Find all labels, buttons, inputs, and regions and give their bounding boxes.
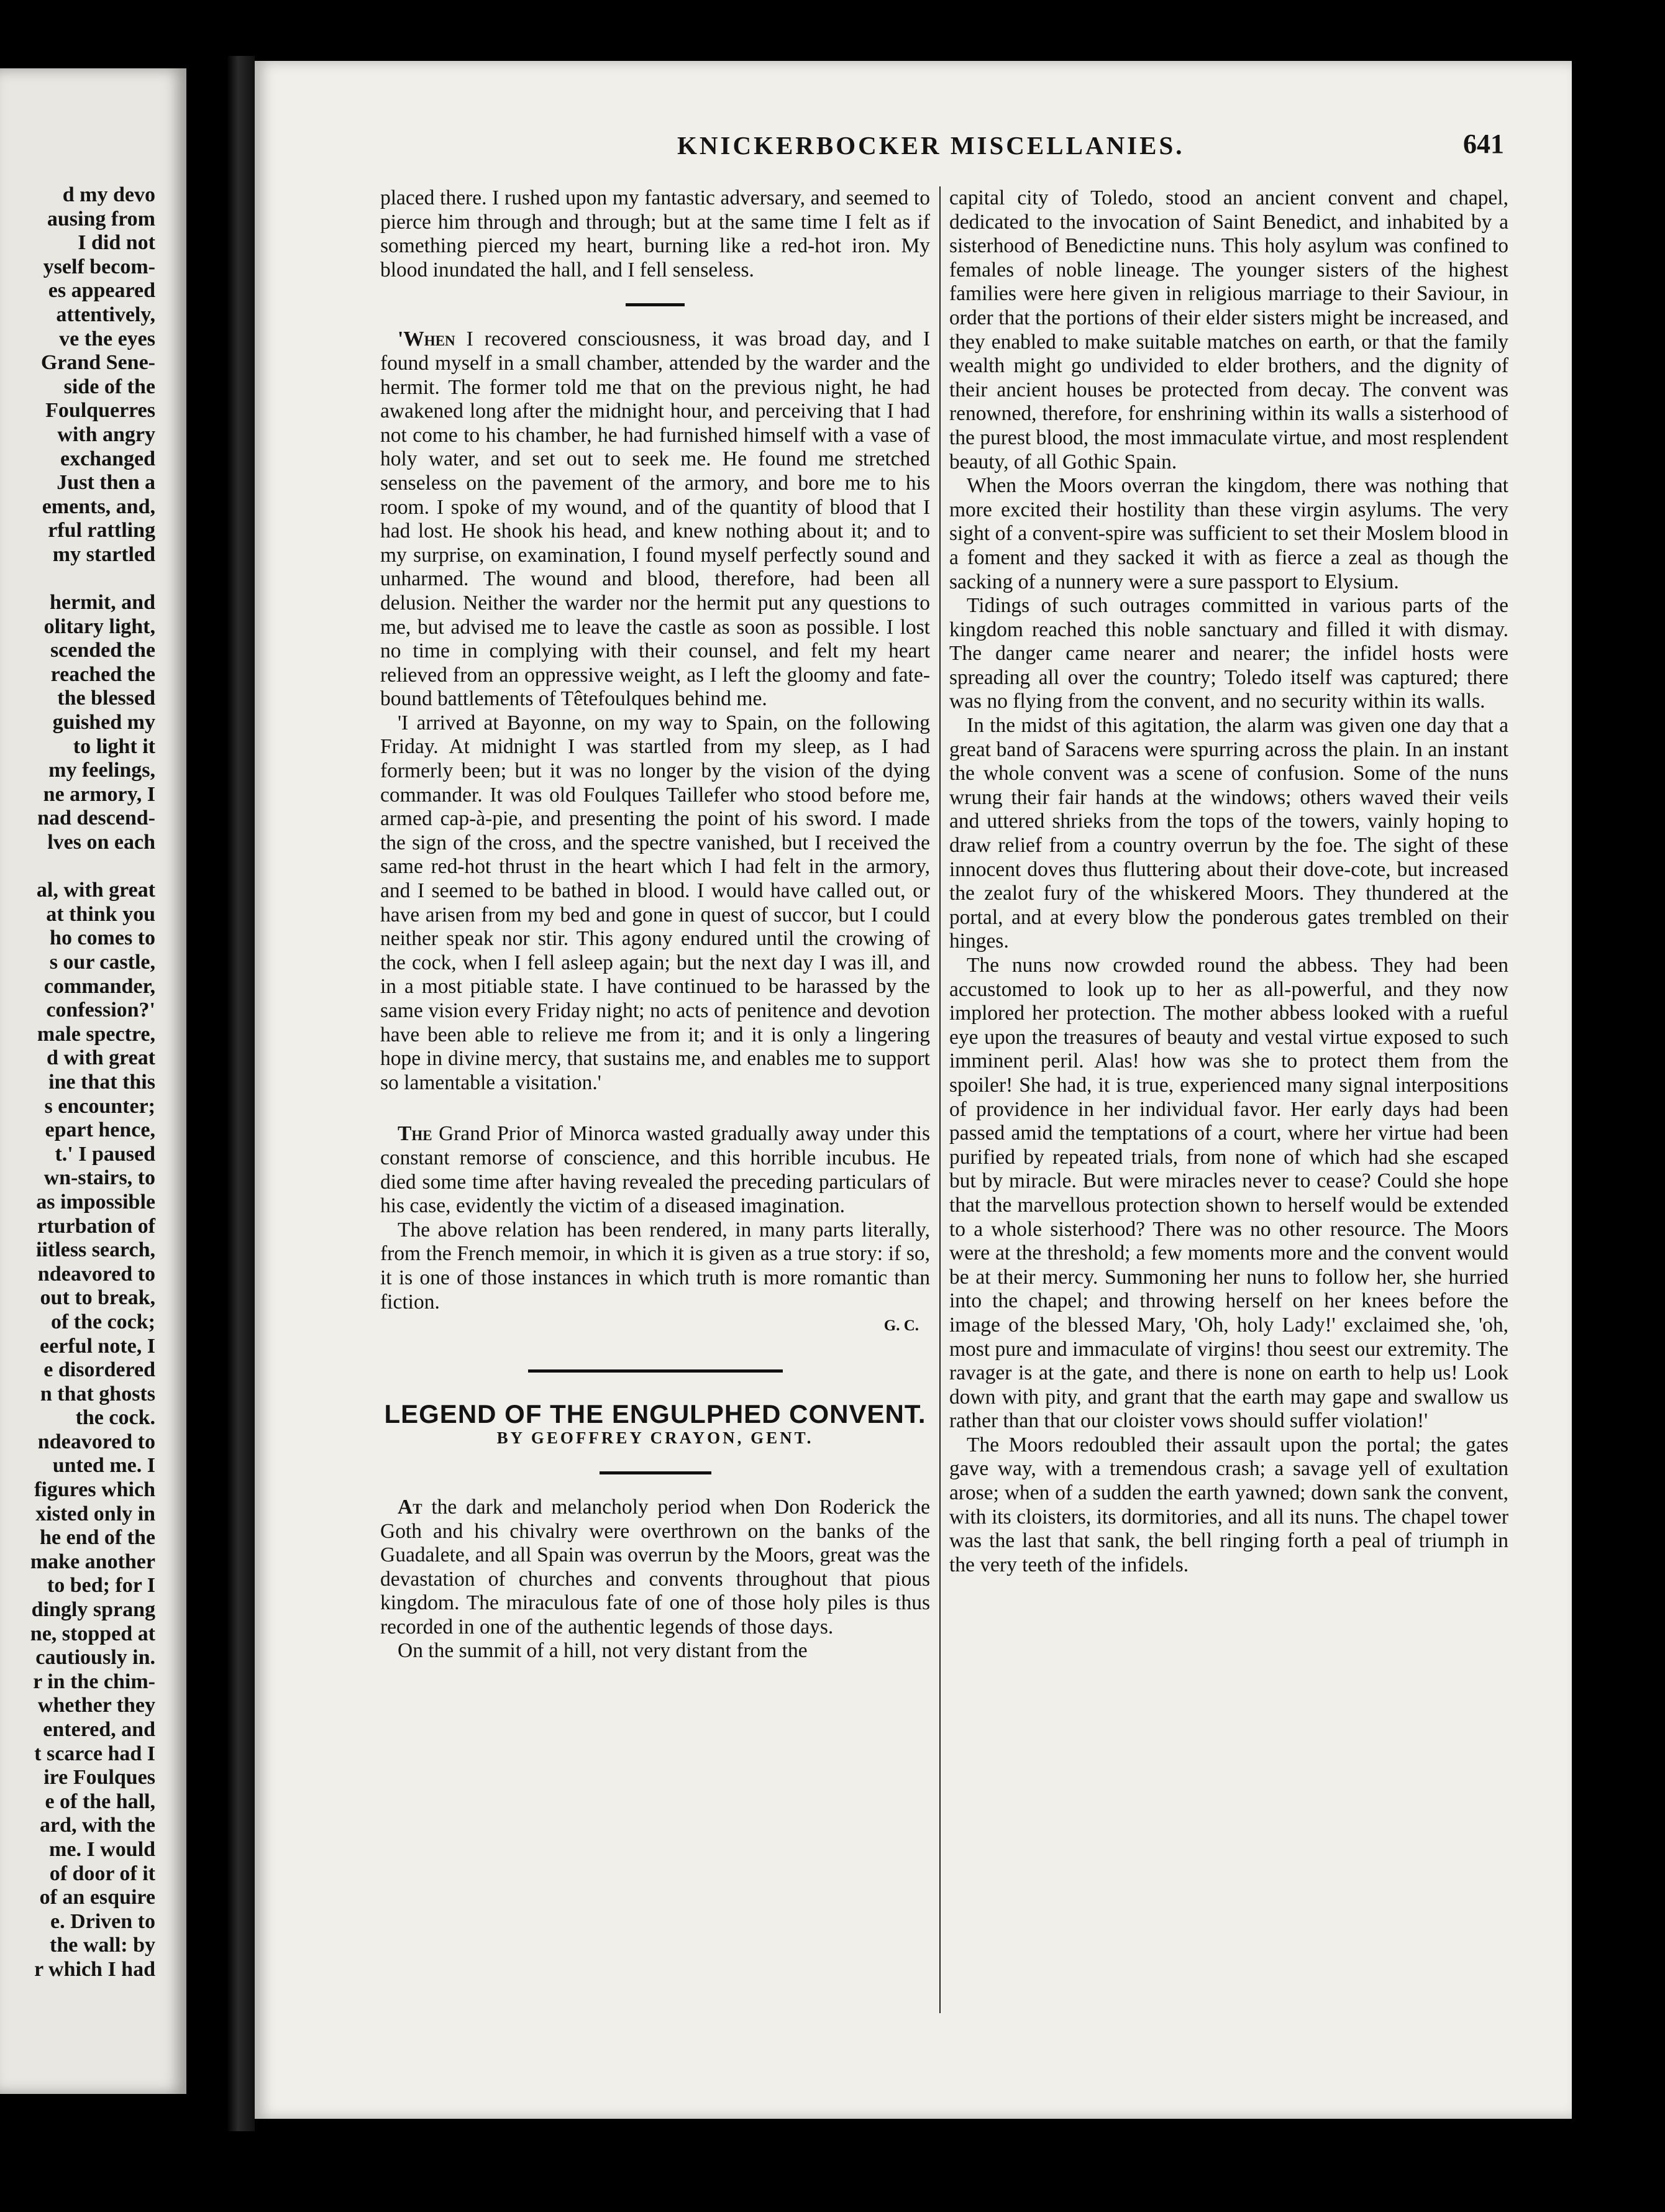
running-title: KNICKERBOCKER MISCELLANIES. (677, 131, 1185, 160)
page-number: 641 (1463, 129, 1504, 159)
paragraph (380, 1496, 930, 1640)
facing-page-line: exchanged (60, 447, 155, 470)
paragraph: In the midst of this agitation, the alarm was given one day that a great band of Saracens were spurring across the plain. In an instant the whole convent was a scene of confusion. Some of the nuns wrung their fair hands at the windows; others waved their veils and uttered shrieks from the tops of the towers, vainly hoping to draw relief from a country overrun by the foe. The sight of these innocent doves thus fluttering about their dove-cote, but increased the zealot fury of the whiskered Moors. They thundered at the portal, and at every blow the ponderous gates trembled on their hinges. (949, 714, 1508, 953)
facing-page-line: olitary light, (43, 615, 155, 638)
facing-page-line: nad descend- (37, 807, 155, 830)
paragraph: 'I arrived at Bayonne, on my way to Spain, on the following Friday. At midnight I was startled from my sleep, as I had formerly been; but it was no longer by the vision of the dying commander. It was old Foulques Taillefer who stood before me, armed cap-à-pie, and presenting the point of his sword. I made the sign of the cross, and the spectre vanished, but I received the same red-hot thrust in the heart which I had felt in the armory, and I seemed to be bathed in blood. I would have called out, or have arisen from my bed and gone in quest of succor, but I could neither speak nor stir. This agony endured until the crowing of the cock, when I fell asleep again; but the next day I was ill, and in a most pitiable state. I have continued to be harassed by the same vision every Friday night; no acts of penitence and devotion have been able to relieve me from it; and it is only a lingering hope in divine mercy, that sustains me, and enables me to support so lamentable a visitation.' (380, 711, 930, 1094)
facing-page-line: my startled (52, 542, 155, 566)
facing-page-line: with angry (57, 423, 155, 446)
facing-page-line: the blessed (57, 687, 155, 710)
facing-page-line: wn-stairs, to (43, 1166, 155, 1190)
left-column (380, 186, 930, 1663)
facing-page-line: d my devo (62, 183, 155, 206)
facing-page-line: ve the eyes (59, 327, 155, 350)
facing-page-line: ho comes to (50, 926, 155, 950)
facing-page-line: Just then a (57, 471, 155, 495)
facing-page-line: al, with great (36, 879, 155, 902)
facing-page-line: ndeavored to (37, 1262, 155, 1286)
facing-page-line: r in the chim- (33, 1670, 155, 1693)
paragraph-lead: 'When (398, 327, 455, 351)
paragraph (380, 327, 930, 711)
paragraph: The above relation has been rendered, in many parts literally, from the French memoir, in which it is given as a true story: if so, it is one of those instances in which truth is more romantic than fiction. (380, 1218, 930, 1314)
facing-page-line: ements, and, (42, 495, 155, 518)
facing-page-line: he end of the (39, 1526, 155, 1550)
facing-page-line: s our castle, (49, 951, 155, 974)
facing-page-line: es appeared (48, 279, 155, 303)
facing-page-line: yself becom- (43, 255, 155, 278)
facing-page-line: hermit, and (50, 591, 155, 615)
paragraph-body: the dark and melancholy period when Don Roderick the Goth and his chivalry were overthrown on the banks of the Guadalete, and all Spain was overrun by the Moors, great was the devastation of churches and convents throughout that pious kingdom. The miraculous fate of one of those holy piles is thus recorded in one of the authentic legends of those days. (380, 1495, 931, 1638)
facing-page-line: epart hence, (45, 1118, 155, 1142)
facing-page-line: make another (30, 1550, 155, 1573)
facing-page-line: lves on each (47, 831, 155, 854)
facing-page-line: t scarce had I (34, 1742, 155, 1765)
paragraph-lead: At (398, 1495, 422, 1519)
facing-page-line: whether they (37, 1694, 155, 1717)
paragraph: When the Moors overran the kingdom, there was nothing that more excited their hostility than these virgin asylums. The very sight of a convent-spire was sufficient to set their Moslem blood in a foment and they sacked it with as fierce a zeal as though the sacking of a nunnery were a sure passport to Elysium. (949, 474, 1508, 593)
facing-page-line: ausing from (47, 207, 155, 231)
facing-page-line: dingly sprang (31, 1598, 155, 1622)
facing-page-line: Grand Sene- (40, 351, 155, 375)
facing-page-line: scended the (50, 639, 155, 662)
title-rule (528, 1369, 783, 1373)
paragraph: capital city of Toledo, stood an ancient convent and chapel, dedicated to the invocation of Saint Benedict, and inhabited by a sisterhood of Benedictine nuns. This holy asylum was confined to females of noble lineage. The younger sisters of the highest families were here given in religious marriage to their Saviour, in order that the portions of their elder sisters might be increased, and they enabled to make suitable matches on earth, or that the family wealth might go undivided to elder brothers, and the dignity of their ancient houses be protected from decay. The convent was renowned, therefore, for enshrining within its walls a sisterhood of the purest blood, the most immaculate virtue, and most resplendent beauty, of all Gothic Spain. (949, 186, 1508, 473)
facing-page-line: d with great (46, 1046, 155, 1070)
paragraph-body: Grand Prior of Minorca wasted gradually away under this constant remorse of conscience, and this horrible incubus. He died some time after having revealed the preceding particulars of his case, evidently the victim of a diseased imagination. (380, 1122, 930, 1218)
right-column (949, 186, 1508, 1577)
facing-page-line: ndeavored to (37, 1430, 155, 1453)
facing-page-line: e. Driven to (50, 1909, 155, 1933)
paragraph: Tidings of such outrages committed in various parts of the kingdom reached this noble sanctuary and filled it with dismay. The danger came nearer and nearer; the infidel hosts were spreading all over the country; Toledo itself was captured; there was no flying from the convent, and no security within its walls. (949, 594, 1508, 713)
facing-page-line (0, 567, 155, 592)
facing-page-line: eerful note, I (39, 1334, 155, 1358)
facing-page-line: ard, with the (39, 1814, 155, 1837)
facing-page-line: reached the (50, 662, 155, 686)
facing-page-line: me. I would (49, 1837, 155, 1861)
facing-page-line: t.' I paused (55, 1142, 155, 1166)
facing-page-line: as impossible (36, 1190, 155, 1213)
facing-page-line: figures which (34, 1478, 155, 1502)
facing-page-line: attentively, (56, 303, 155, 326)
facing-page-line: ne, stopped at (30, 1622, 155, 1645)
facing-page-line: entered, and (43, 1718, 155, 1741)
facing-page-line: ine that this (48, 1070, 155, 1094)
paragraph-lead: The (398, 1122, 432, 1146)
facing-page-line: s encounter; (44, 1094, 155, 1118)
column-rule (939, 186, 941, 2013)
facing-page-line: commander, (43, 974, 155, 998)
facing-page-line: I did not (78, 231, 155, 255)
facing-page-line: unted me. I (52, 1454, 155, 1478)
facing-page-line: rful rattling (48, 519, 155, 542)
facing-page-line: ne armory, I (43, 782, 155, 806)
facing-page-line: to light it (73, 734, 155, 758)
facing-page-text (0, 183, 155, 1982)
article-title: LEGEND OF THE ENGULPHED CONVENT. (384, 1399, 926, 1428)
facing-page-line: e of the hall, (45, 1789, 155, 1813)
facing-page-line: side of the (63, 375, 155, 398)
paragraph: On the summit of a hill, not very distant from the (398, 1639, 808, 1663)
facing-page-line: the cock. (75, 1406, 155, 1430)
article-byline: BY GEOFFREY CRAYON, GENT. (496, 1428, 814, 1448)
section-divider (626, 303, 685, 306)
facing-page-line: of an esquire (39, 1886, 155, 1909)
book-gutter (227, 56, 255, 2131)
facing-page-line: e disordered (43, 1358, 155, 1382)
author-initials: G. C. (883, 1317, 919, 1335)
paragraph-body: I recovered consciousness, it was broad day, and I found myself in a small chamber, attended by the warder and the hermit. The former told me that on the previous night, he had awakened long after the midnight hour, and perceiving that I had not come to his chamber, he had furnished himself with a vase of holy water, and set out to seek me. He found me stretched senseless on the pavement of the armory, and bore me to his room. I spoke of my wound, and of the quantity of blood that I had lost. He shook his head, and knew nothing about it; and to my surprise, on examination, I found myself perfectly sound and unharmed. The wound and blood, therefore, had been all delusion. Neither the warder nor the hermit put any questions to me, but advised me to leave the castle as soon as possible. I lost no time in complying with their counsel, and felt my heart relieved from an oppressive weight, as I left the gloomy and fate-bound battlements of Têtefoulques behind me. (380, 327, 931, 711)
facing-page-line: cautiously in. (35, 1646, 155, 1670)
facing-page-line: male spectre, (37, 1022, 155, 1046)
facing-page-line: to bed; for I (47, 1574, 155, 1597)
paragraph (380, 1122, 930, 1218)
byline-divider (600, 1471, 711, 1474)
paragraph: The Moors redoubled their assault upon the portal; the gates gave way, with a tremendous crash; a savage yell of exultation arose; when of a sudden the earth yawned; down sank the convent, with its cloisters, its dormitories, and all its nuns. The chapel tower was the last that sank, the bell ringing forth a peal of triumph in the very teeth of the infidels. (949, 1433, 1508, 1576)
facing-page-line: iitless search, (35, 1238, 155, 1262)
facing-page-line: rturbation of (37, 1214, 155, 1238)
facing-page-line: confession?' (46, 999, 155, 1022)
facing-page-line: my feelings, (48, 759, 155, 782)
facing-page-line: out to break, (40, 1286, 155, 1310)
facing-page-line: Foulquerres (45, 399, 155, 423)
facing-page-line: guished my (52, 711, 155, 734)
facing-page-line: xisted only in (35, 1502, 155, 1525)
facing-page-line: r which I had (34, 1957, 155, 1981)
facing-page-line: ire Foulques (43, 1766, 155, 1789)
facing-page-line: at think you (46, 902, 155, 926)
facing-page-line (0, 855, 155, 879)
facing-page-line: of door of it (49, 1862, 155, 1885)
facing-page-line: of the cock; (50, 1310, 155, 1333)
facing-page-edge (0, 68, 186, 2094)
paragraph: placed there. I rushed upon my fantastic adversary, and seemed to pierce him through and through; but at the same time I felt as if something pierced my heart, burning like a red-hot iron. My blood inundated the hall, and I fell senseless. (380, 186, 930, 281)
facing-page-line: n that ghosts (40, 1382, 155, 1405)
facing-page-line: the wall: by (50, 1934, 155, 1957)
paragraph: The nuns now crowded round the abbess. They had been accustomed to look up to her as all-powerful, and they now implored her protection. The mother abbess looked with a rueful eye upon the treasures of beauty and vestal virtue exposed to such imminent peril. Alas! how was she to protect them from the spoiler! She had, it is true, experienced many signal interpositions of providence in her individual favor. Her early days had been passed amid the temptations of a court, where her virtue had been purified by repeated trials, from none of which had she escaped but by miracle. But were miracles never to cease? Could she hope that the marvellous protection shown to herself would be extended to a whole sisterhood? There was no other resource. The Moors were at the threshold; a few moments more and the convent would be at their mercy. Summoning her nuns to follow her, she hurried into the chapel; and throwing herself on her knees before the image of the blessed Mary, 'Oh, holy Lady!' exclaimed she, 'oh, most pure and immaculate of virgins! thou seest our extremity. The ravager is at the gate, and there is none on earth to help us! Look down with pity, and grant that the earth may gape and swallow us rather than that our cloister vows should suffer violation!' (949, 954, 1508, 1433)
